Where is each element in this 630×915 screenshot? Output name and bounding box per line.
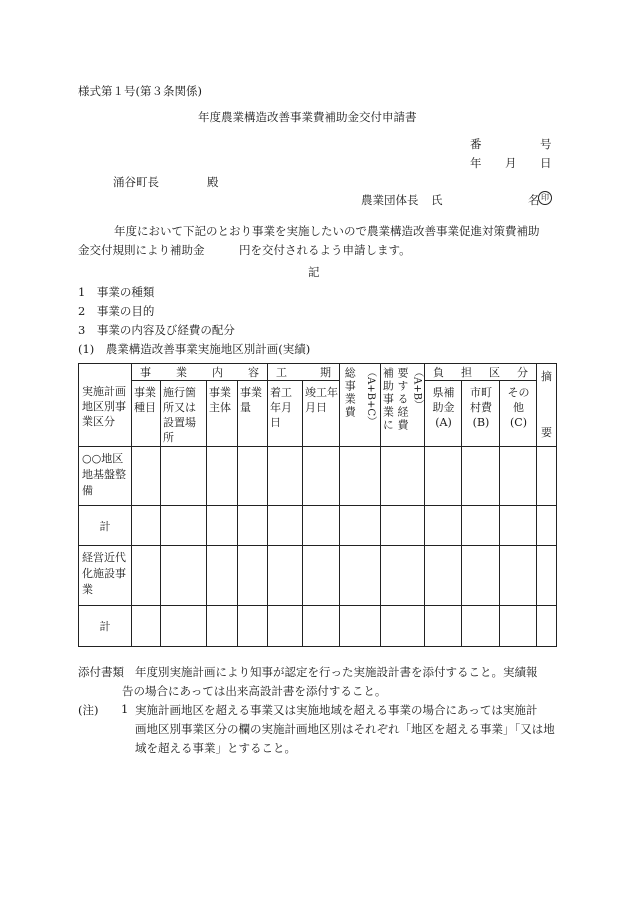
item-3: 3 事業の内容及び経費の配分 xyxy=(78,323,235,337)
col-other-header: その他 (C) xyxy=(500,381,537,447)
row-label: 計 xyxy=(79,606,132,647)
note-number: 1 xyxy=(121,702,129,716)
date-day-label: 日 xyxy=(540,156,552,170)
number-label-a: 番 xyxy=(470,137,482,151)
applicant-name-label-a: 氏 xyxy=(431,193,443,207)
item-2: 2 事業の目的 xyxy=(78,304,155,318)
date-year-label: 年 xyxy=(470,156,482,170)
col-city-header: 市町村費 (B) xyxy=(462,381,500,447)
table-row xyxy=(79,546,557,606)
date-month-label: 月 xyxy=(505,156,517,170)
table-row xyxy=(79,447,557,506)
group-content-header: 事 業 内 容 xyxy=(132,364,268,381)
sub-item-1: (1) 農業構造改善事業実施地区別計画(実績) xyxy=(78,342,311,356)
note-line-1: 実施計画地区を超える事業又は実施地域を超える事業の場合にあっては実施計 xyxy=(135,703,538,717)
seal-mark: 印 xyxy=(538,191,552,205)
form-number: 様式第１号(第３条関係) xyxy=(78,84,202,98)
col-district-header: 実施計画地区別事業区分 xyxy=(79,364,132,447)
note-label: (注) xyxy=(78,703,99,717)
addressee-honorific: 殿 xyxy=(207,175,219,189)
body-line-1: 年度において下記のとおり事業を実施したいので農業構造改善事業促進対策費補助 xyxy=(114,224,540,238)
ki-heading: 記 xyxy=(308,265,320,279)
attachment-label: 添付書類 xyxy=(78,665,124,679)
row-label: 経営近代化施設事業 xyxy=(79,546,132,606)
col-entity-header: 事業主体 xyxy=(207,381,238,447)
col-place-header: 施行箇所又は設置場所 xyxy=(161,381,207,447)
col-volume-header: 事業量 xyxy=(238,381,268,447)
col-subsidy-header: 補助事業に 要する経費 （A+B） xyxy=(381,364,425,447)
addressee-name: 涌谷町長 xyxy=(113,175,159,189)
header-row-1 xyxy=(79,364,557,381)
col-remarks-header: 摘 要 xyxy=(537,364,557,447)
plan-table xyxy=(78,363,557,647)
row-label: ○○地区地基盤整備 xyxy=(79,447,132,506)
document-title: 年度農業構造改善事業費補助金交付申請書 xyxy=(198,110,417,124)
col-pref-header: 県補助金 (A) xyxy=(425,381,462,447)
table-row xyxy=(79,606,557,647)
note-line-3: 域を超える事業」とすること。 xyxy=(135,741,296,755)
item-1: 1 事業の種類 xyxy=(78,285,155,299)
applicant-org: 農業団体長 xyxy=(361,193,419,207)
table-row xyxy=(79,506,557,546)
col-type-header: 事業種目 xyxy=(132,381,161,447)
col-end-header: 竣工年月日 xyxy=(303,381,340,447)
group-burden-header: 負 担 区 分 xyxy=(425,364,537,381)
body-text xyxy=(78,222,558,260)
body-line-2: 金交付規則により補助金 円を交付されるよう申請します。 xyxy=(78,243,411,257)
group-period-header: 工 期 xyxy=(268,364,340,381)
note-line-2: 画地区別事業区分の欄の実施計画地区別はそれぞれ「地区を超える事業」「又は地 xyxy=(135,722,555,736)
header-row-2 xyxy=(79,381,557,447)
number-label-b: 号 xyxy=(540,137,552,151)
col-total-header: 総事業費 （A+B+C） xyxy=(340,364,381,447)
col-start-header: 着工年月日 xyxy=(268,381,303,447)
attachment-line-1: 年度別実施計画により知事が認定を行った実施設計書を添付すること。実績報 xyxy=(135,665,538,679)
attachment-line-2: 告の場合にあっては出来高設計書を添付すること。 xyxy=(122,684,387,698)
applicant-name-label-b: 名 xyxy=(528,193,540,207)
row-label: 計 xyxy=(79,506,132,546)
